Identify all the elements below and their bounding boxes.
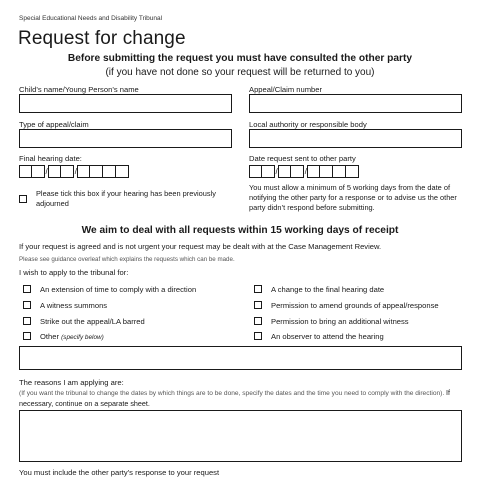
extension-label: An extension of time to comply with a direction [40, 285, 197, 294]
consult-warning: Before submitting the request you must have consulted the other party [67, 53, 413, 64]
page-title: Request for change [18, 28, 186, 49]
month-digit-2[interactable] [61, 165, 74, 178]
child-name-field[interactable] [19, 94, 232, 113]
day-digit-2[interactable] [32, 165, 45, 178]
guidance-note: Please see guidance overleaf which explains the requests which can be made. [19, 256, 235, 263]
reasons-note-text: (If you want the tribunal to change the dates by which things are to be done, specify the dates and the time you need to comply with the direction). [19, 390, 445, 397]
additional-witness-label: Permission to bring an additional witness [271, 317, 409, 326]
final-hearing-label: Final hearing date: [19, 154, 82, 163]
adjourned-checkbox[interactable] [19, 195, 27, 203]
amend-grounds-checkbox[interactable] [254, 301, 262, 309]
appeal-type-label: Type of appeal/claim [19, 120, 89, 129]
reasons-note [19, 388, 464, 410]
year-digit-3[interactable] [333, 165, 346, 178]
observer-checkbox[interactable] [254, 332, 262, 340]
appeal-number-field[interactable] [249, 94, 462, 113]
adjourned-label: Please tick this box if your hearing has been previously adjourned [36, 189, 216, 208]
strike-out-label: Strike out the appeal/LA barred [40, 317, 145, 326]
month-digit-1[interactable] [45, 165, 61, 178]
other-specify-note: (specify below) [61, 334, 104, 341]
day-digit-2[interactable] [262, 165, 275, 178]
final-hearing-date[interactable] [19, 165, 129, 178]
authority-label: Local authority or responsible body [249, 120, 367, 129]
reasons-field[interactable] [19, 410, 462, 462]
month-digit-1[interactable] [275, 165, 291, 178]
continue-note: If necessary, continue on a separate sheet. [19, 388, 451, 408]
year-digit-4[interactable] [346, 165, 359, 178]
date-separator: / [45, 167, 48, 176]
apply-label: I wish to apply to the tribunal for: [19, 268, 129, 277]
response-label: You must include the other party’s response to your request [19, 468, 220, 477]
other-option [40, 332, 104, 341]
day-digit-1[interactable] [249, 165, 262, 178]
date-sent-label: Date request sent to other party [249, 154, 356, 163]
year-digit-1[interactable] [74, 165, 90, 178]
reasons-label: The reasons I am applying are: [19, 378, 124, 387]
working-days-notice: You must allow a minimum of 5 working days from the date of notifying the other party for a response or to advise us the other party didn’t respond before submitting. [249, 183, 457, 212]
amend-grounds-label: Permission to amend grounds of appeal/response [271, 301, 439, 310]
additional-witness-checkbox[interactable] [254, 317, 262, 325]
date-separator: / [74, 167, 77, 176]
appeal-type-field[interactable] [19, 129, 232, 148]
hearing-date-change-checkbox[interactable] [254, 285, 262, 293]
year-digit-2[interactable] [320, 165, 333, 178]
child-name-label: Child’s name/Young Person’s name [19, 85, 139, 94]
witness-summons-label: A witness summons [40, 301, 108, 310]
extension-checkbox[interactable] [23, 285, 31, 293]
other-specify-field[interactable] [19, 346, 462, 370]
hearing-date-change-label: A change to the final hearing date [271, 285, 385, 294]
other-checkbox[interactable] [23, 332, 31, 340]
year-digit-4[interactable] [116, 165, 129, 178]
strike-out-checkbox[interactable] [23, 317, 31, 325]
day-digit-1[interactable] [19, 165, 32, 178]
year-digit-2[interactable] [90, 165, 103, 178]
date-separator: / [304, 167, 307, 176]
appeal-number-label: Appeal/Claim number [249, 85, 323, 94]
date-separator: / [275, 167, 278, 176]
month-digit-2[interactable] [291, 165, 304, 178]
observer-label: An observer to attend the hearing [271, 332, 384, 341]
year-digit-3[interactable] [103, 165, 116, 178]
other-label: Other [40, 332, 59, 341]
agreed-text: If your request is agreed and is not urgent your request may be dealt with at the Case Management Review. [19, 242, 382, 251]
tribunal-name: Special Educational Needs and Disability Tribunal [19, 15, 163, 22]
consult-warning-sub: (if you have not done so your request will be returned to you) [105, 67, 375, 78]
authority-field[interactable] [249, 129, 462, 148]
date-sent-date[interactable] [249, 165, 359, 178]
processing-heading: We aim to deal with all requests within 15 working days of receipt [81, 225, 399, 236]
year-digit-1[interactable] [304, 165, 320, 178]
witness-summons-checkbox[interactable] [23, 301, 31, 309]
